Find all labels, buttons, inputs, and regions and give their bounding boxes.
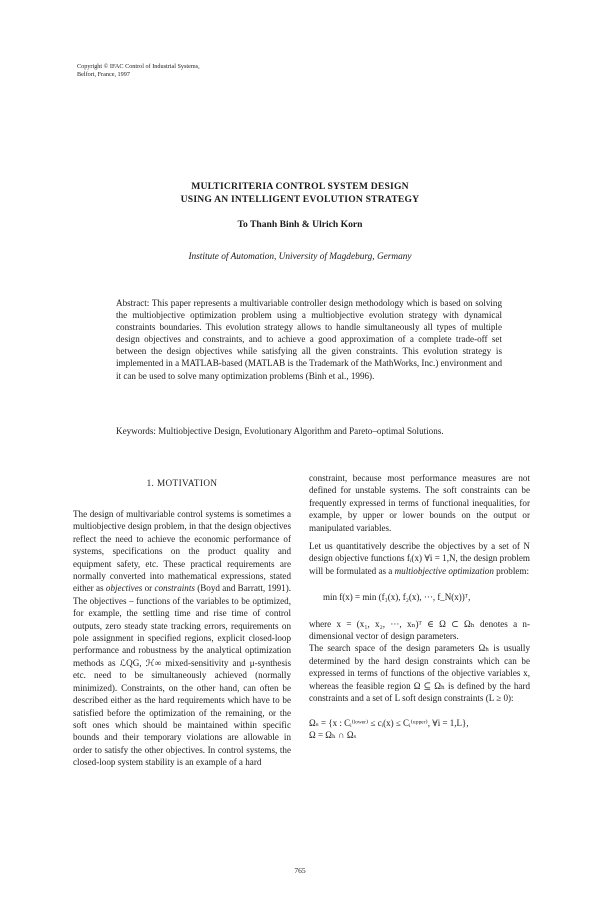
text-run: The design of multivariable control systems is sometimes a multiobjective design problem, in that the design objectives reflect the need to achieve the economic performance of systems, specifications on the product quality and equipment safety, etc. These practical requirements are normally converted into mathematical expressions, stated either as: [73, 509, 291, 594]
abstract: Abstract: This paper represents a multivariable controller design methodology which is based on solving the multiobjective optimization problem using a multiobjective evolution strategy with dynamical constraints boundaries. This evolution strategy allows to handle simultaneously all types of multiple design objectives and constraints, and to achieve a good approximation of a complete trade-off set between the design objectives while satisfying all the given constraints. This evolution strategy is implemented in a MATLAB-based (MATLAB is the Trademark of the MathWorks, Inc.) environment and it can be used to solve many optimization problems (Binh et al., 1996).: [116, 298, 502, 381]
left-column: [73, 508, 291, 769]
emphasis-objectives: objectives: [105, 583, 143, 594]
equation-1: min f(x) = min (f₁(x), f₂(x), ···, f_N(x))ᵀ,: [323, 592, 471, 603]
text-run: (Boyd and Barratt, 1991). The objectives – functions of the variables to be optimized, for example, the settling time and rise time of control outputs, zero steady state tracking errors, requirements on pole assignment in specified regions, explicit closed-loop performance and robustness by the analytical optimization methods as ℒQG, ℋ∞ mixed-sensitivity and μ-synthesis etc. need to be simultaneously achieved (normally minimized). Constraints, on the other hand, can often be described either as the hard requirements which have to be satisfied before the optimization of the remaining, or the soft ones which should be maintained within specific bounds and their temporary violations are allowable in order to satisfy the other objectives. In control systems, the closed-loop system stability is an example of a hard: [73, 583, 292, 768]
right-paragraph-4: The search space of the design parameters Ωₕ is usually determined by the hard design constraints which can be expressed in terms of functions of the objective variables x, whereas the feasible region Ω ⊆ Ωₕ is defined by the hard constraints and a set of L soft design constraints (L ≥ 0):: [309, 643, 530, 704]
page-number: 765: [294, 866, 306, 875]
right-paragraph-1: constraint, because most performance measures are not defined for unstable systems. The soft constraints can be frequently expressed in terms of functional inequalities, for example, by upper or lower bounds on the output or manipulated variables.: [309, 473, 530, 533]
paper-title: [0, 180, 600, 206]
left-paragraph-1: [73, 508, 291, 769]
right-paragraph-3: where x = (x₁, x₂, ···, xₙ)ᵀ ∈ Ω ⊂ Ωₕ denotes a n-dimensional vector of design parameters.: [309, 618, 530, 642]
authors: To Thanh Binh & Ulrich Korn: [237, 219, 363, 230]
equation-2: Ωₛ = {x : Cᵢ⁽ˡᵒʷᵉʳ⁾ ≤ cᵢ(x) ≤ Cᵢ⁽ᵘᵖᵖᵉʳ⁾, ∀i = 1,L},: [309, 717, 469, 728]
text-run: Let us quantitatively describe the objectives by a set of N design objective functions fᵢ(x) ∀i = 1,N, the design problem will be formulated as a: [309, 541, 530, 576]
right-paragraph-2: [309, 540, 530, 577]
copyright-line-1: Copyright © IFAC Control of Industrial Systems,: [77, 63, 200, 70]
copyright-line-2: Belfort, France, 1997: [77, 71, 130, 79]
title-line-1: MULTICRITERIA CONTROL SYSTEM DESIGN: [191, 181, 409, 192]
emphasis-multiobjective: multiobjective optimization: [394, 565, 494, 576]
right-column: [309, 472, 530, 741]
section-heading: 1. MOTIVATION: [146, 478, 218, 488]
copyright-notice: [77, 63, 277, 79]
text-run: problem:: [493, 565, 529, 576]
equation-3: Ω = Ωₕ ∩ Ωₛ: [309, 729, 357, 740]
affiliation: Institute of Automation, University of Magdeburg, Germany: [188, 252, 412, 262]
keywords: Keywords: Multiobjective Design, Evolutionary Algorithm and Pareto–optimal Solutions.: [116, 426, 444, 436]
text-run: or: [142, 583, 155, 594]
title-line-2: USING AN INTELLIGENT EVOLUTION STRATEGY: [180, 194, 420, 205]
emphasis-constraints: constraints: [154, 583, 195, 594]
